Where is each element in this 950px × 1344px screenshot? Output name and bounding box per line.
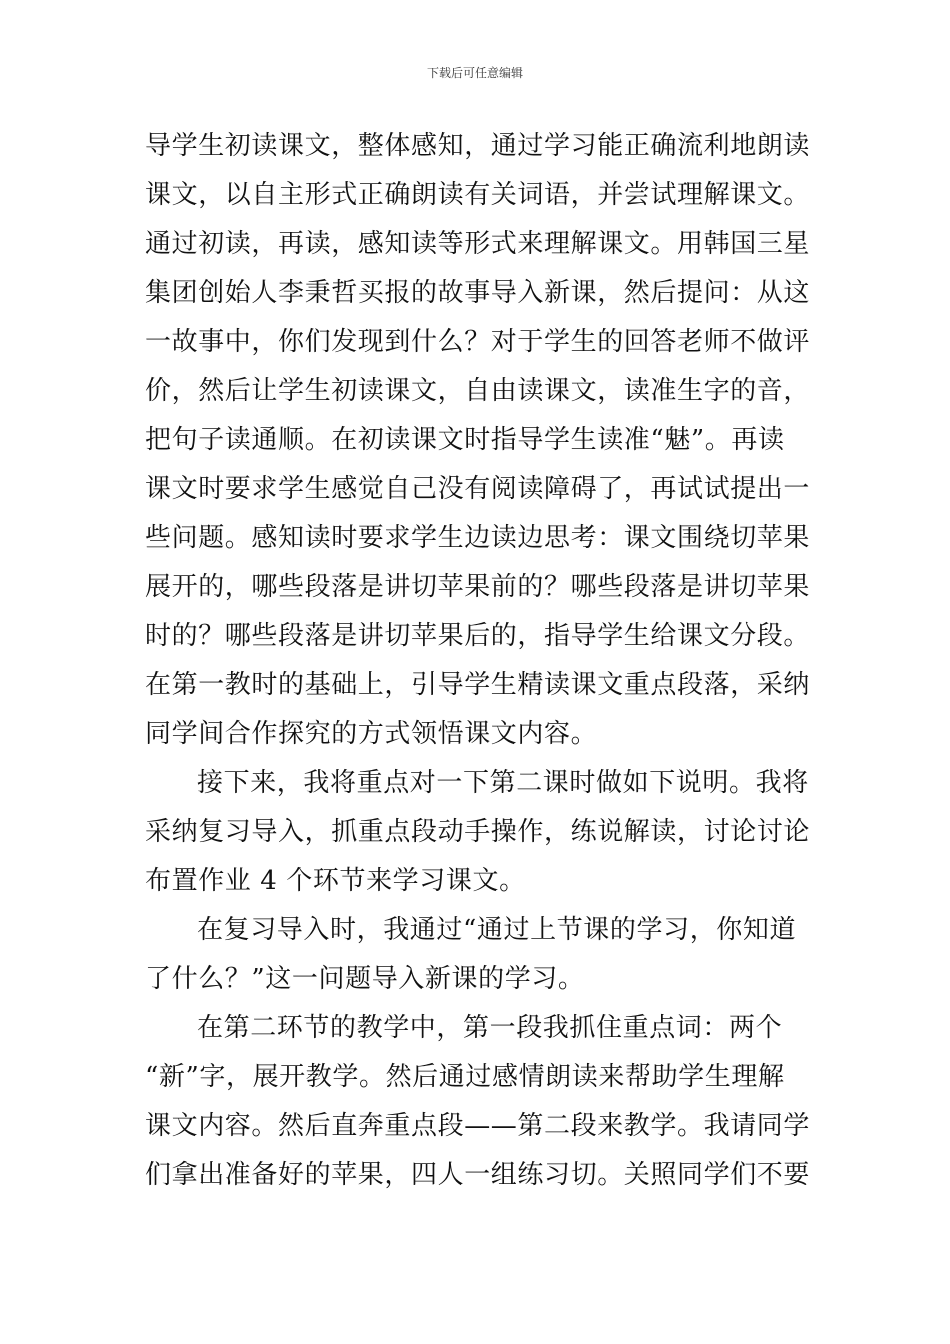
text-line: 把句子读通顺。在初读课文时指导学生读准“魅”。再读 bbox=[145, 425, 785, 455]
text-line: 课文，以自主形式正确朗读有关词语，并尝试理解课文。 bbox=[145, 180, 811, 210]
text-line: 们拿出准备好的苹果，四人一组练习切。关照同学们不要 bbox=[145, 1160, 811, 1190]
text-line: 采纳复习导入，抓重点段动手操作，练说解读，讨论讨论 bbox=[145, 817, 811, 847]
document-body bbox=[145, 122, 810, 1200]
paragraph-first-line: 在第二环节的教学中，第一段我抓住重点词：两个 bbox=[197, 1013, 783, 1043]
text-line: 同学间合作探究的方式领悟课文内容。 bbox=[145, 719, 598, 749]
text-line: 价，然后让学生初读课文，自由读课文，读准生字的音， bbox=[145, 376, 811, 406]
text-line: 课文时要求学生感觉自己没有阅读障碍了，再试试提出一 bbox=[145, 474, 811, 504]
text-line: “新”字，展开教学。然后通过感情朗读来帮助学生理解 bbox=[145, 1062, 785, 1092]
text-line: 布置作业 4 个环节来学习课文。 bbox=[145, 866, 526, 896]
paragraph-first-line: 接下来，我将重点对一下第二课时做如下说明。我将 bbox=[197, 768, 809, 798]
text-line: 集团创始人李秉哲买报的故事导入新课，然后提问：从这 bbox=[145, 278, 811, 308]
text-line: 在第一教时的基础上，引导学生精读课文重点段落，采纳 bbox=[145, 670, 811, 700]
text-line: 一故事中，你们发现到什么？对于学生的回答老师不做评 bbox=[145, 327, 811, 357]
page-header: 下载后可任意编辑 bbox=[426, 66, 523, 80]
text-line: 了什么？”这一问题导入新课的学习。 bbox=[145, 964, 585, 994]
text-line: 时的？哪些段落是讲切苹果后的，指导学生给课文分段。 bbox=[145, 621, 811, 651]
text-line: 些问题。感知读时要求学生边读边思考：课文围绕切苹果 bbox=[145, 523, 811, 553]
text-line: 展开的，哪些段落是讲切苹果前的？哪些段落是讲切苹果 bbox=[145, 572, 811, 602]
text-line: 导学生初读课文，整体感知，通过学习能正确流利地朗读 bbox=[145, 131, 811, 161]
text-line: 课文内容。然后直奔重点段——第二段来教学。我请同学 bbox=[145, 1111, 811, 1141]
text-line: 通过初读，再读，感知读等形式来理解课文。用韩国三星 bbox=[145, 229, 811, 259]
paragraph-first-line: 在复习导入时，我通过“通过上节课的学习，你知道 bbox=[197, 915, 797, 945]
